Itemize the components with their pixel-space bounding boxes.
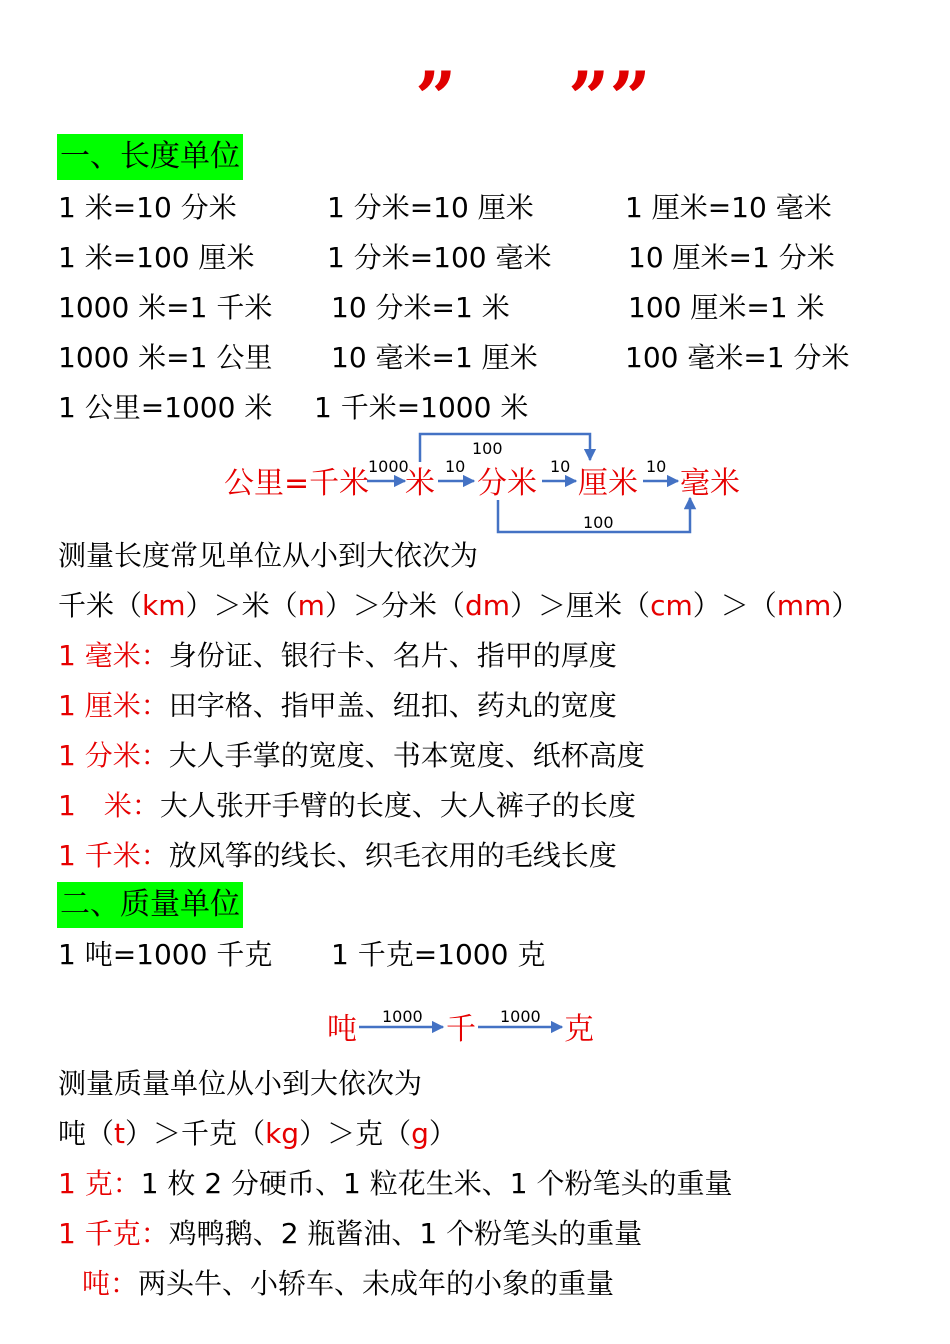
length-diagram-node-3: 厘米 [578, 466, 638, 501]
length-order: 千米（km）＞米（m）＞分米（dm）＞厘米（cm）＞（mm） [58, 589, 860, 622]
title-quote-close: ”” [568, 55, 651, 140]
length-order-intro: 测量长度常见单位从小到大依次为 [58, 539, 479, 572]
length-fact: 1000 米=1 千米 [58, 291, 273, 324]
length-fact: 1 米=100 厘米 [58, 241, 255, 274]
mass-fact: 1 千克=1000 克 [331, 938, 546, 971]
section-heading-length: 一、长度单位 [57, 134, 243, 180]
length-diagram-node-2: 分米 [477, 466, 537, 501]
length-diagram-start: 公里=千米 [224, 466, 370, 501]
length-fact: 100 毫米=1 分米 [625, 341, 850, 374]
length-fact: 1 千米=1000 米 [314, 391, 529, 424]
length-diagram-node-4: 毫米 [680, 466, 740, 501]
mass-example: 1 千克：鸡鸭鹅、2 瓶酱油、1 个粉笔头的重量 [58, 1217, 643, 1250]
mass-diagram-start: 吨 [327, 1012, 357, 1047]
section-heading-mass: 二、质量单位 [57, 882, 243, 928]
length-fact: 10 分米=1 米 [331, 291, 510, 324]
skip-label-bottom: 100 [583, 513, 614, 532]
mass-order: 吨（t）＞千克（kg）＞克（g） [58, 1117, 457, 1150]
length-fact: 1 公里=1000 米 [58, 391, 273, 424]
length-example: 1 厘米：田字格、指甲盖、纽扣、药丸的宽度 [58, 689, 617, 722]
mass-arrow-label-2: 1000 [500, 1007, 541, 1026]
arrow-label-4: 10 [646, 457, 667, 476]
mass-order-intro: 测量质量单位从小到大依次为 [58, 1067, 423, 1100]
mass-example: 吨：两头牛、小轿车、未成年的小象的重量 [82, 1267, 615, 1300]
length-fact: 10 毫米=1 厘米 [331, 341, 538, 374]
length-fact: 10 厘米=1 分米 [628, 241, 835, 274]
mass-example: 1 克：1 枚 2 分硬币、1 粒花生米、1 个粉笔头的重量 [58, 1167, 733, 1200]
length-fact: 1000 米=1 公里 [58, 341, 273, 374]
length-fact: 1 米=10 分米 [58, 191, 237, 224]
length-example: 1 米：大人张开手臂的长度、大人裤子的长度 [58, 789, 636, 822]
length-fact: 1 分米=10 厘米 [327, 191, 534, 224]
mass-arrow-label-1: 1000 [382, 1007, 423, 1026]
length-example: 1 毫米：身份证、银行卡、名片、指甲的厚度 [58, 639, 617, 672]
arrow-label-1: 1000 [368, 457, 409, 476]
length-fact: 100 厘米=1 米 [628, 291, 825, 324]
length-diagram-node-1: 米 [405, 466, 435, 501]
length-fact: 1 厘米=10 毫米 [625, 191, 832, 224]
length-example: 1 千米：放风筝的线长、织毛衣用的毛线长度 [58, 839, 617, 872]
length-example: 1 分米：大人手掌的宽度、书本宽度、纸杯高度 [58, 739, 645, 772]
mass-fact: 1 吨=1000 千克 [58, 938, 273, 971]
arrow-label-2: 10 [445, 457, 466, 476]
length-fact: 1 分米=100 毫米 [327, 241, 552, 274]
title-quote-open: ” [415, 55, 457, 140]
mass-diagram-node-1: 千 [446, 1012, 476, 1047]
mass-diagram-node-2: 克 [564, 1012, 594, 1047]
arrow-label-3: 10 [550, 457, 571, 476]
skip-label-top: 100 [472, 439, 503, 458]
